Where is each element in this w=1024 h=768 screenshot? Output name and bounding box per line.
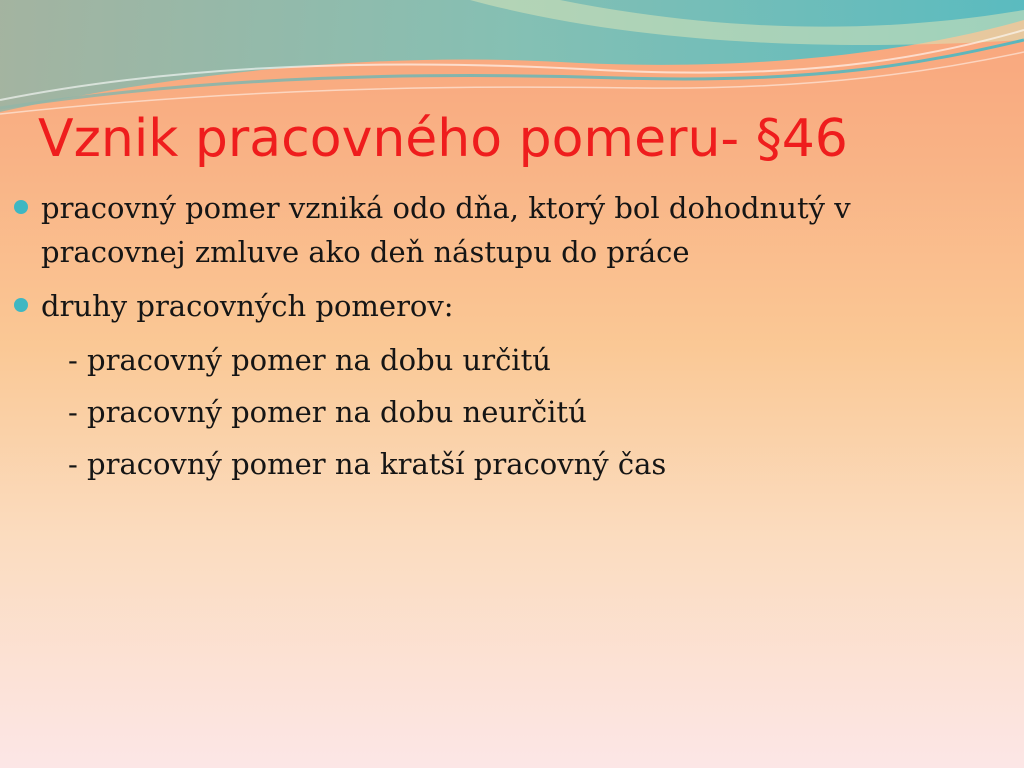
bullet-item <box>14 186 1004 274</box>
slide-content <box>14 186 1004 486</box>
bullet-dot-icon <box>14 298 28 312</box>
slide-title: Vznik pracovného pomeru- §46 <box>38 109 848 169</box>
bullet-text: druhy pracovných pomerov: <box>41 289 454 323</box>
sub-item: - pracovný pomer na dobu určitú <box>68 343 551 377</box>
sub-item: - pracovný pomer na dobu neurčitú <box>68 395 587 429</box>
decorative-wave <box>0 0 1024 120</box>
sub-item: - pracovný pomer na kratší pracovný čas <box>68 447 667 481</box>
bullet-text: pracovný pomer vzniká odo dňa, ktorý bol dohodnutý v pracovnej zmluve ako deň nástupu do práce <box>41 191 851 269</box>
bullet-dot-icon <box>14 200 28 214</box>
bullet-item <box>14 284 1004 328</box>
